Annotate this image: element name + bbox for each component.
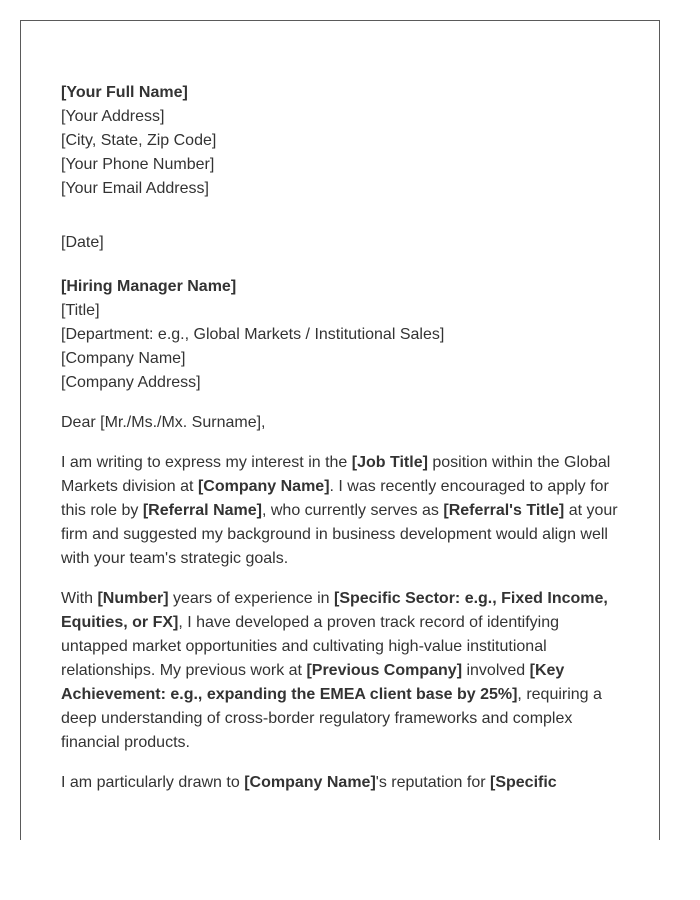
- p3-text-2: 's reputation for: [375, 774, 490, 791]
- letter-content: [61, 81, 626, 795]
- p1-text-3: . I was recently encouraged to apply for this role by: [61, 478, 609, 519]
- recipient-name: [Hiring Manager Name]: [61, 278, 237, 295]
- p1-text-5: at your firm and suggested my background in business development would align well with your team's strategic goals.: [61, 502, 618, 567]
- p3-company-name: [Company Name]: [244, 774, 376, 791]
- p1-job-title: [Job Title]: [351, 454, 428, 471]
- salutation: Dear [Mr./Ms./Mx. Surname],: [61, 414, 266, 431]
- p1-text-2: position within the Global Markets division at: [61, 454, 611, 495]
- p2-text-1: With: [61, 590, 98, 607]
- p1-text-4: , who currently serves as: [261, 502, 444, 519]
- p2-specific-sector: [Specific Sector: e.g., Fixed Income, Equities, or FX]: [61, 590, 608, 631]
- recipient-company: [Company Name]: [61, 350, 186, 367]
- p2-text-2: years of experience in: [168, 590, 334, 607]
- recipient-title: [Title]: [61, 302, 100, 319]
- p3-specific: [Specific: [490, 774, 557, 791]
- p2-key-achievement: [Key Achievement: e.g., expanding the EMEA client base by 25%]: [61, 662, 565, 703]
- sender-email: [Your Email Address]: [61, 180, 209, 197]
- p1-referral-name: [Referral Name]: [142, 502, 262, 519]
- sender-phone: [Your Phone Number]: [61, 156, 215, 173]
- body-paragraph-1: [61, 451, 626, 571]
- body-paragraph-2: [61, 587, 626, 755]
- p2-text-4: involved: [462, 662, 530, 679]
- recipient-department: [Department: e.g., Global Markets / Institutional Sales]: [61, 326, 445, 343]
- body-paragraph-3: [61, 771, 626, 795]
- p3-text-1: I am particularly drawn to: [61, 774, 245, 791]
- p2-number: [Number]: [97, 590, 169, 607]
- p1-referral-title: [Referral's Title]: [443, 502, 565, 519]
- recipient-company-address: [Company Address]: [61, 374, 201, 391]
- sender-address: [Your Address]: [61, 108, 165, 125]
- letter-date: [Date]: [61, 234, 104, 251]
- p2-previous-company: [Previous Company]: [306, 662, 463, 679]
- p2-text-5: , requiring a deep understanding of cross-border regulatory frameworks and complex financial products.: [61, 686, 602, 751]
- recipient-block: [61, 275, 626, 395]
- p1-company-name: [Company Name]: [197, 478, 330, 495]
- p1-text-1: I am writing to express my interest in the: [61, 454, 352, 471]
- p2-text-3: , I have developed a proven track record of identifying untapped market opportunities and cultivating high-value institutional relationships. My previous work at: [61, 614, 560, 679]
- letter-page: [20, 20, 660, 840]
- sender-name: [Your Full Name]: [61, 84, 188, 101]
- sender-block: [61, 81, 626, 201]
- sender-city-state-zip: [City, State, Zip Code]: [61, 132, 217, 149]
